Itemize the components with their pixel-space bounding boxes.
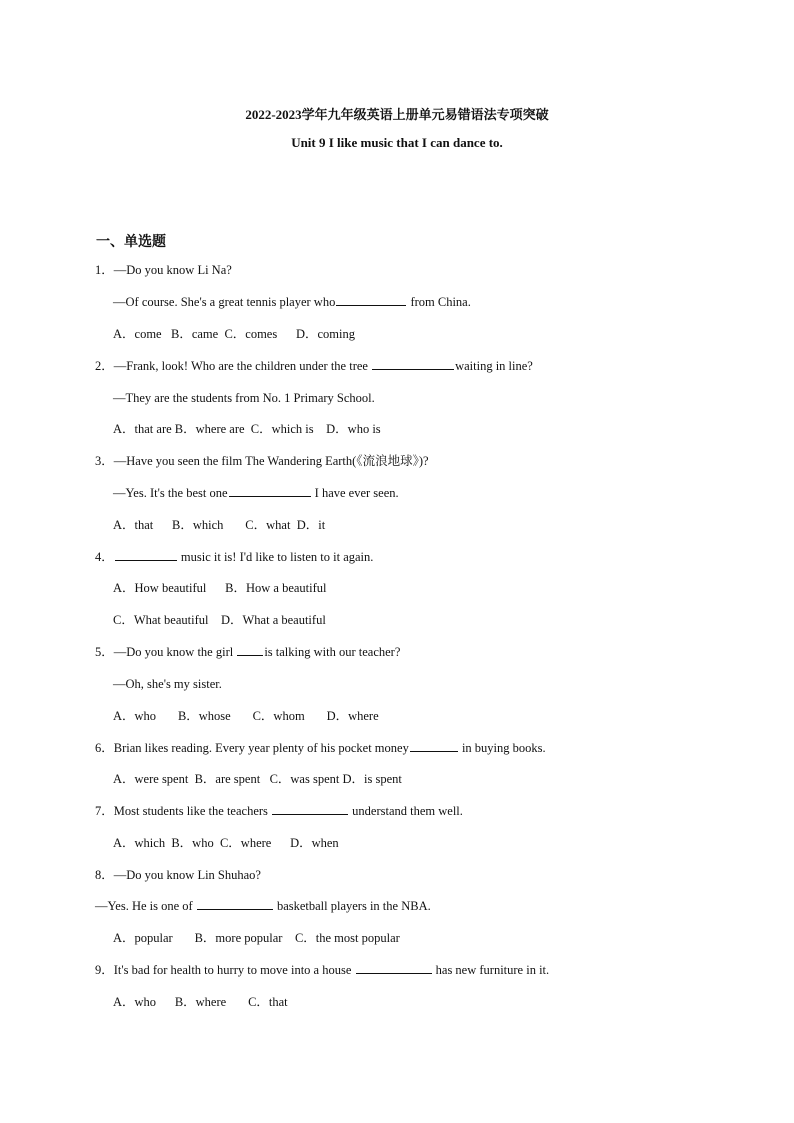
answer-blank: [410, 740, 458, 752]
option-c[interactable]: C．comes: [224, 327, 278, 341]
option-d[interactable]: D．it: [296, 518, 326, 532]
option-d[interactable]: D．What a beautiful: [220, 613, 326, 627]
question-1-stem: 1．—Do you know Li Na?: [95, 263, 232, 277]
option-b[interactable]: B．more popular: [194, 931, 283, 945]
option-c[interactable]: C．what: [245, 518, 291, 532]
question-2-options: [113, 421, 381, 437]
option-b[interactable]: B．which: [172, 518, 224, 532]
answer-blank: [237, 644, 263, 656]
question-3-stem: 3．—Have you seen the film The Wandering Earth(《流浪地球》)?: [95, 454, 429, 468]
question-7-stem: 7．Most students like the teachers understand them well.: [95, 804, 463, 818]
option-a[interactable]: A．popular: [113, 931, 173, 945]
option-c[interactable]: C．which is: [250, 422, 314, 436]
question-4-options-row1: [113, 580, 327, 596]
option-b[interactable]: B．where are: [174, 422, 245, 436]
document-title: 2022-2023学年九年级英语上册单元易错语法专项突破: [245, 107, 549, 122]
question-number: 4．: [95, 550, 114, 564]
option-d[interactable]: D．is spent: [342, 772, 402, 786]
question-4-stem: 4． music it is! I'd like to listen to it again.: [95, 550, 374, 564]
option-a[interactable]: A．come: [113, 327, 162, 341]
question-number: 7．: [95, 804, 114, 818]
option-b[interactable]: B．are spent: [194, 772, 261, 786]
option-a[interactable]: A．were spent: [113, 772, 189, 786]
question-2-stem: 2．—Frank, look! Who are the children under the tree waiting in line?: [95, 359, 533, 373]
answer-blank: [115, 549, 177, 561]
question-8-stem: 8．—Do you know Lin Shuhao?: [95, 868, 261, 882]
question-3-options: [113, 517, 325, 533]
question-8-answer-line: —Yes. He is one of basketball players in the NBA.: [95, 899, 431, 913]
question-9-stem: 9．It's bad for health to hurry to move into a house has new furniture in it.: [95, 963, 550, 977]
question-9-options: [113, 994, 288, 1010]
answer-blank: [272, 803, 348, 815]
question-6-options: [113, 771, 402, 787]
question-7-options: [113, 835, 339, 851]
option-d[interactable]: D．coming: [295, 327, 356, 341]
question-4-options-row2: [113, 612, 326, 628]
question-6-stem: 6．Brian likes reading. Every year plenty of his pocket money in buying books.: [95, 741, 546, 755]
option-c[interactable]: C．that: [248, 995, 288, 1009]
option-b[interactable]: B．came: [170, 327, 219, 341]
answer-blank: [336, 294, 406, 306]
section-heading: 一、单选题: [96, 234, 166, 250]
answer-blank: [229, 485, 311, 497]
answer-blank: [372, 358, 454, 370]
option-d[interactable]: D．where: [326, 709, 379, 723]
question-5-stem: 5．—Do you know the girl is talking with our teacher?: [95, 645, 401, 659]
question-5-line2: —Oh, she's my sister.: [113, 677, 222, 691]
question-number: 3．: [95, 454, 114, 468]
option-a[interactable]: A．that: [113, 518, 154, 532]
option-b[interactable]: B．who: [171, 836, 214, 850]
option-c[interactable]: C．the most popular: [294, 931, 400, 945]
option-a[interactable]: A．which: [113, 836, 166, 850]
answer-blank: [356, 962, 432, 974]
question-2-line2: —They are the students from No. 1 Primary School.: [113, 391, 375, 405]
option-d[interactable]: D．when: [290, 836, 339, 850]
question-5-options: [113, 708, 379, 724]
option-b[interactable]: B．How a beautiful: [225, 581, 327, 595]
option-a[interactable]: A．who: [113, 709, 157, 723]
question-8-options: [113, 930, 400, 946]
option-a[interactable]: A．that are: [113, 422, 172, 436]
option-a[interactable]: A．How beautiful: [113, 581, 207, 595]
option-c[interactable]: C．whom: [252, 709, 305, 723]
question-1-answer-line: —Of course. She's a great tennis player who from China.: [113, 295, 471, 309]
question-number: 8．: [95, 868, 114, 882]
question-1-options: [113, 326, 355, 342]
question-number: 5．: [95, 645, 114, 659]
option-c[interactable]: C．What beautiful: [113, 613, 209, 627]
question-3-answer-line: —Yes. It's the best one I have ever seen.: [113, 486, 399, 500]
question-number: 1．: [95, 263, 114, 277]
option-b[interactable]: B．where: [174, 995, 227, 1009]
option-a[interactable]: A．who: [113, 995, 157, 1009]
question-number: 2．: [95, 359, 114, 373]
question-number: 9．: [95, 963, 114, 977]
document-subtitle: Unit 9 I like music that I can dance to.: [291, 135, 503, 150]
option-d[interactable]: D．who is: [326, 422, 381, 436]
question-number: 6．: [95, 741, 114, 755]
option-b[interactable]: B．whose: [177, 709, 231, 723]
option-c[interactable]: C．was spent: [269, 772, 340, 786]
option-c[interactable]: C．where: [219, 836, 272, 850]
answer-blank: [197, 898, 273, 910]
